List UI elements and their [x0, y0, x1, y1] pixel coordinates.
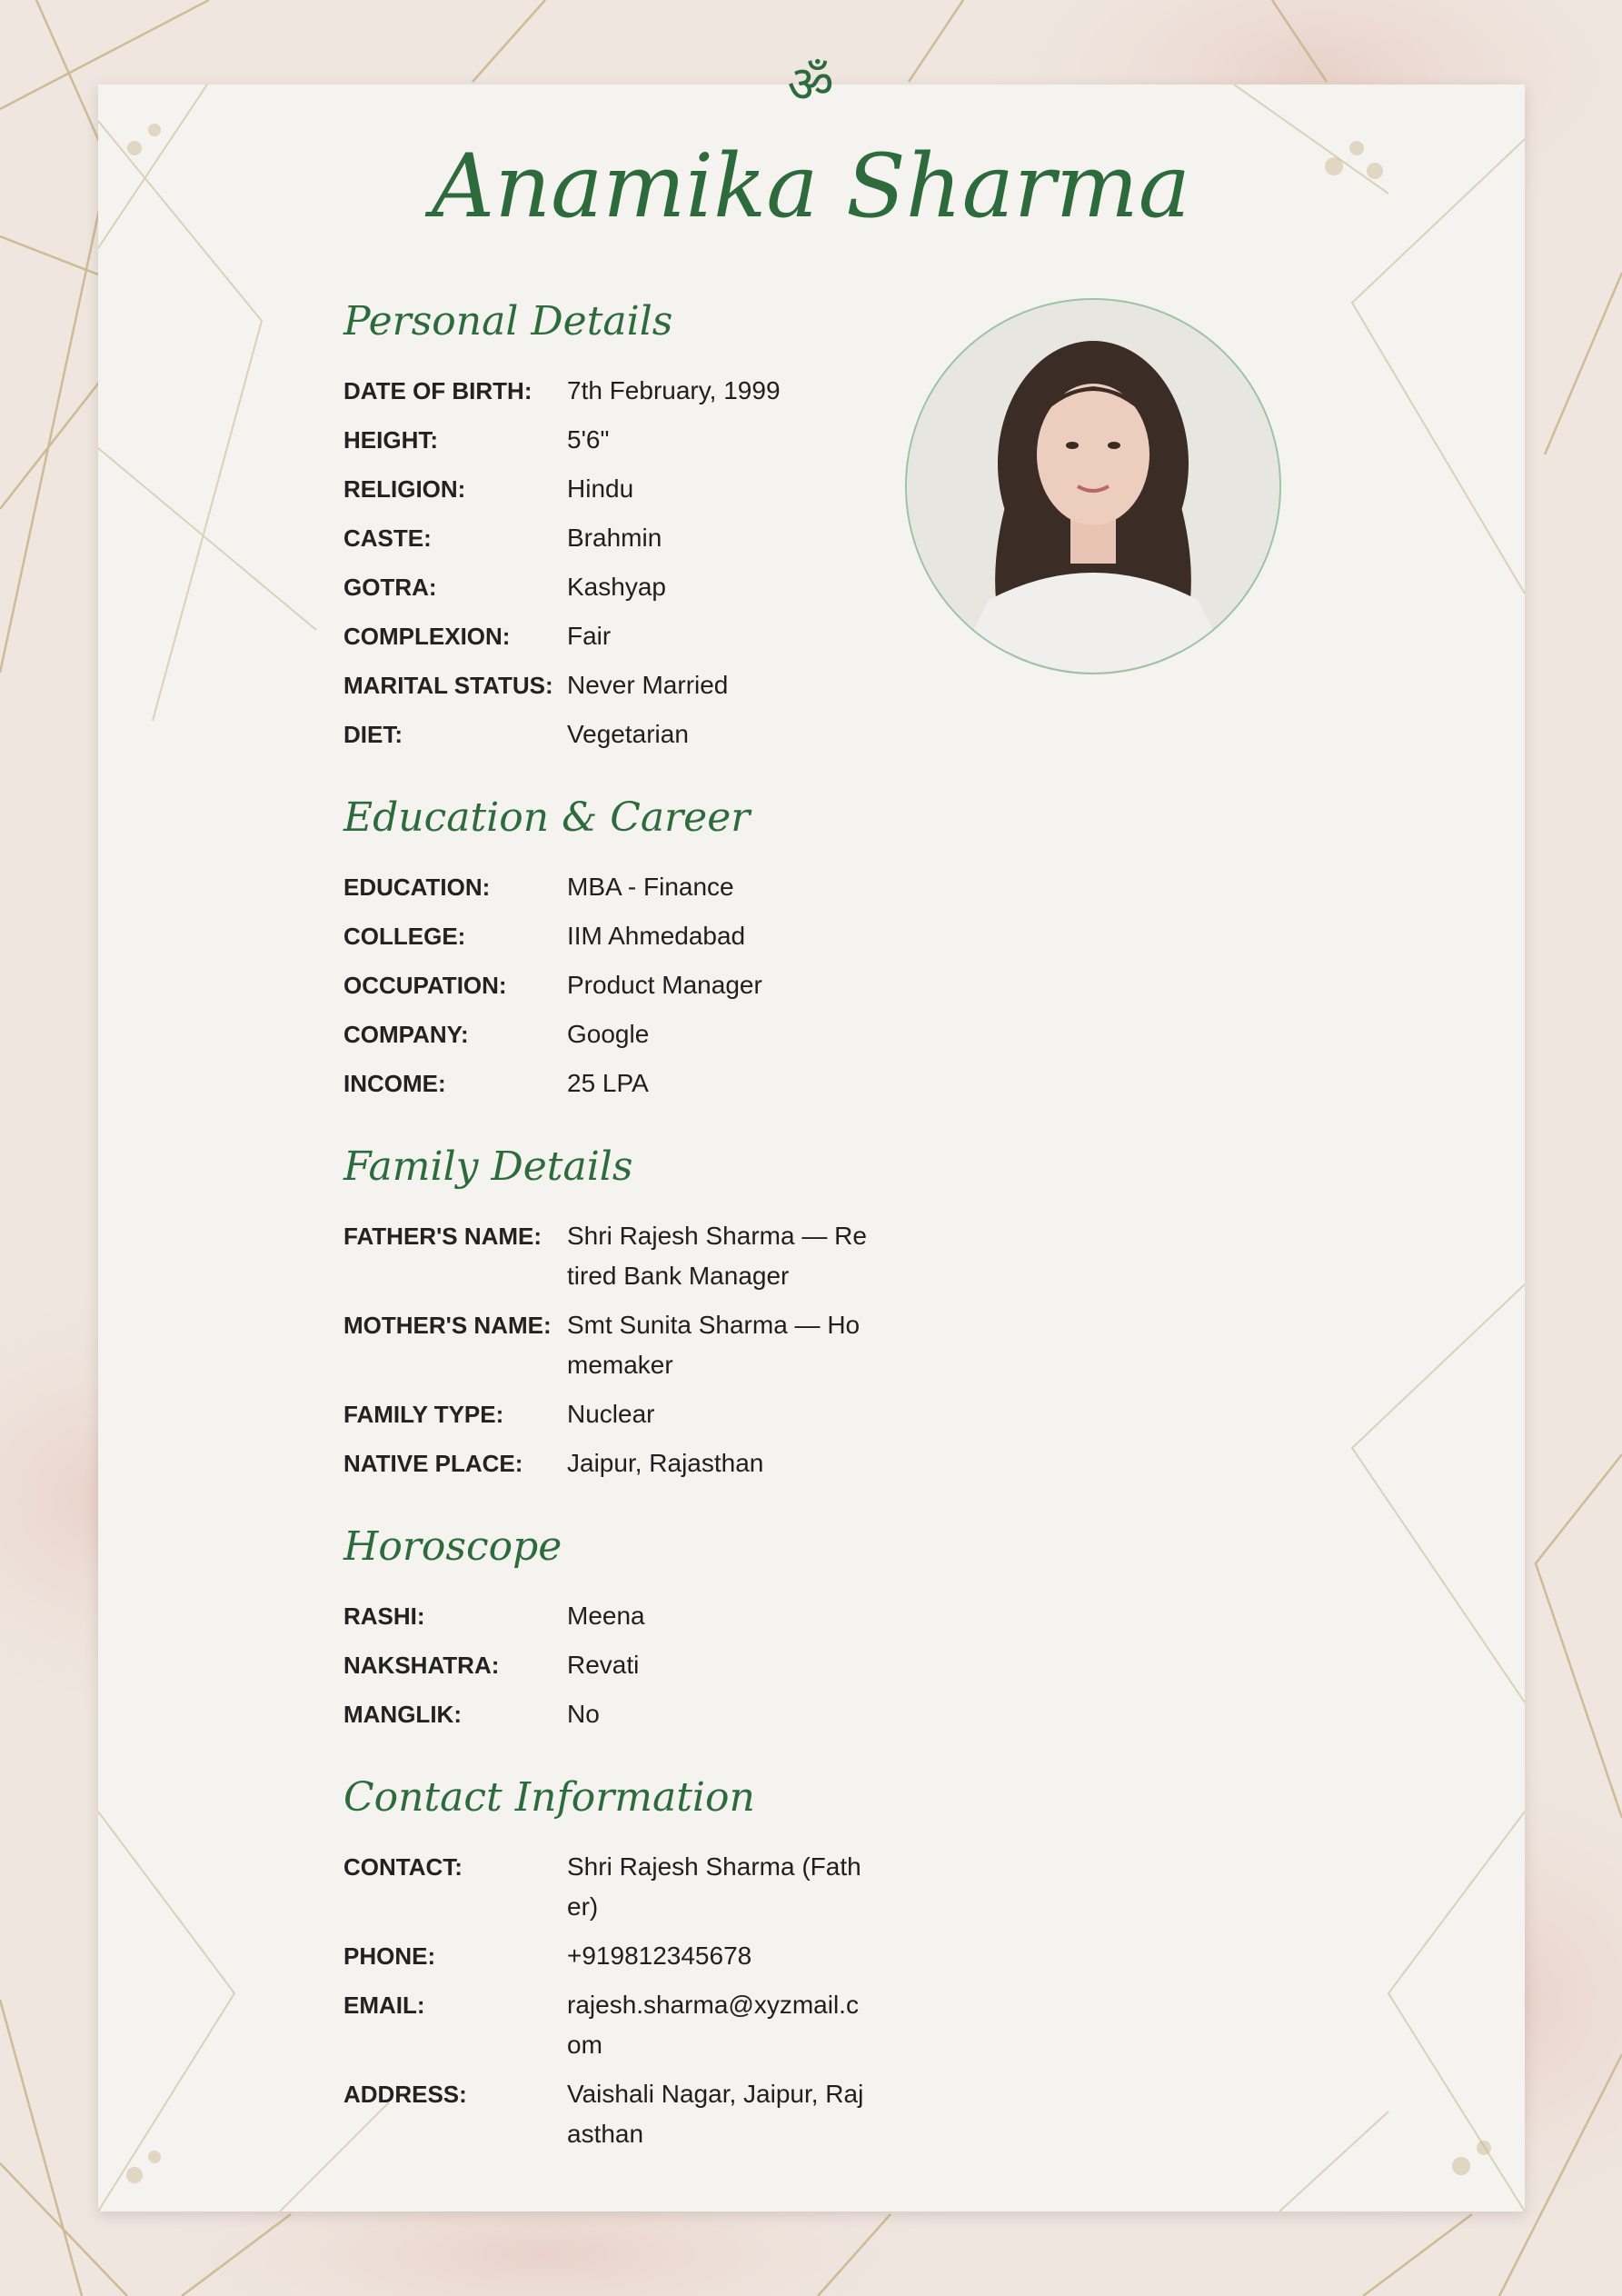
profile-name: Anamika Sharma — [431, 135, 1191, 237]
detail-label: ADDRESS: — [343, 2081, 467, 2108]
detail-label: INCOME: — [343, 1070, 446, 1097]
detail-value: Revati — [567, 1651, 640, 1679]
detail-label: RELIGION: — [343, 475, 466, 503]
detail-row — [343, 1014, 871, 1054]
section-1 — [343, 787, 871, 1103]
detail-label: FATHER'S NAME: — [343, 1223, 542, 1250]
detail-row — [343, 1936, 871, 1976]
detail-value: Vegetarian — [567, 720, 689, 748]
detail-row — [343, 567, 871, 607]
detail-label: CASTE: — [343, 524, 432, 552]
detail-label: COLLEGE: — [343, 923, 466, 950]
detail-row — [343, 1063, 871, 1103]
detail-value: MBA - Finance — [567, 873, 734, 901]
detail-label: HEIGHT: — [343, 426, 438, 454]
detail-row — [343, 916, 871, 956]
detail-label: FAMILY TYPE: — [343, 1401, 504, 1428]
detail-row — [343, 616, 871, 656]
section-title: Education & Career — [343, 794, 751, 841]
detail-row — [343, 1305, 871, 1385]
section-0 — [343, 291, 871, 754]
om-symbol: ॐ — [787, 55, 834, 115]
detail-list — [343, 867, 871, 1103]
detail-label: OCCUPATION: — [343, 972, 507, 999]
section-title: Family Details — [343, 1143, 633, 1190]
detail-value: Brahmin — [567, 524, 662, 552]
detail-label: MANGLIK: — [343, 1701, 462, 1728]
detail-label: MARITAL STATUS: — [343, 672, 553, 699]
detail-value: Google — [567, 1020, 650, 1048]
detail-value: 5'6" — [567, 425, 610, 454]
profile-content — [343, 291, 871, 2187]
detail-label: RASHI: — [343, 1602, 425, 1630]
detail-label: PHONE: — [343, 1942, 436, 1970]
detail-list — [343, 1847, 871, 2154]
detail-row — [343, 867, 871, 907]
detail-row — [343, 965, 871, 1005]
detail-value: Shri Rajesh Sharma (Father) — [567, 1852, 861, 1921]
detail-value: Jaipur, Rajasthan — [567, 1449, 764, 1477]
detail-value: 25 LPA — [567, 1069, 649, 1097]
detail-value: Kashyap — [567, 573, 666, 601]
detail-label: MOTHER'S NAME: — [343, 1312, 552, 1339]
detail-row — [343, 1645, 871, 1685]
section-title: Horoscope — [343, 1523, 562, 1570]
detail-label: NAKSHATRA: — [343, 1652, 500, 1679]
detail-row — [343, 469, 871, 509]
detail-row — [343, 2074, 871, 2154]
detail-label: DIET: — [343, 721, 403, 748]
detail-row — [343, 1596, 871, 1636]
detail-value: Vaishali Nagar, Jaipur, Rajasthan — [567, 2080, 864, 2148]
detail-value: Never Married — [567, 671, 729, 699]
detail-value: Nuclear — [567, 1400, 655, 1428]
detail-row — [343, 1694, 871, 1734]
detail-list — [343, 1216, 871, 1483]
detail-label: CONTACT: — [343, 1853, 463, 1881]
detail-value: Hindu — [567, 474, 634, 503]
detail-value: Product Manager — [567, 971, 762, 999]
detail-row — [343, 714, 871, 754]
detail-value: No — [567, 1700, 600, 1728]
section-2 — [343, 1136, 871, 1483]
detail-label: COMPANY: — [343, 1021, 469, 1048]
detail-label: COMPLEXION: — [343, 623, 511, 650]
section-title: Personal Details — [343, 298, 673, 344]
section-title: Contact Information — [343, 1774, 755, 1821]
detail-list — [343, 1596, 871, 1734]
detail-value: Fair — [567, 622, 612, 650]
detail-row — [343, 371, 871, 411]
detail-label: NATIVE PLACE: — [343, 1450, 523, 1477]
detail-list — [343, 371, 871, 754]
profile-photo — [905, 298, 1281, 674]
detail-label: EMAIL: — [343, 1992, 425, 2019]
detail-row — [343, 518, 871, 558]
detail-row — [343, 420, 871, 460]
detail-label: DATE OF BIRTH: — [343, 377, 532, 404]
section-3 — [343, 1516, 871, 1734]
detail-label: EDUCATION: — [343, 873, 491, 901]
detail-label: GOTRA: — [343, 574, 437, 601]
detail-value: IIM Ahmedabad — [567, 922, 746, 950]
detail-value: rajesh.sharma@xyzmail.com — [567, 1991, 859, 2059]
detail-row — [343, 665, 871, 705]
detail-row — [343, 1847, 871, 1927]
section-4 — [343, 1767, 871, 2154]
detail-row — [343, 1443, 871, 1483]
detail-value: +919812345678 — [567, 1942, 752, 1970]
detail-value: Meena — [567, 1602, 645, 1630]
detail-value: 7th February, 1999 — [567, 376, 781, 404]
detail-row — [343, 1394, 871, 1434]
detail-row — [343, 1985, 871, 2065]
detail-value: Smt Sunita Sharma — Homemaker — [567, 1311, 861, 1379]
detail-value: Shri Rajesh Sharma — Retired Bank Manager — [567, 1222, 867, 1290]
detail-row — [343, 1216, 871, 1296]
